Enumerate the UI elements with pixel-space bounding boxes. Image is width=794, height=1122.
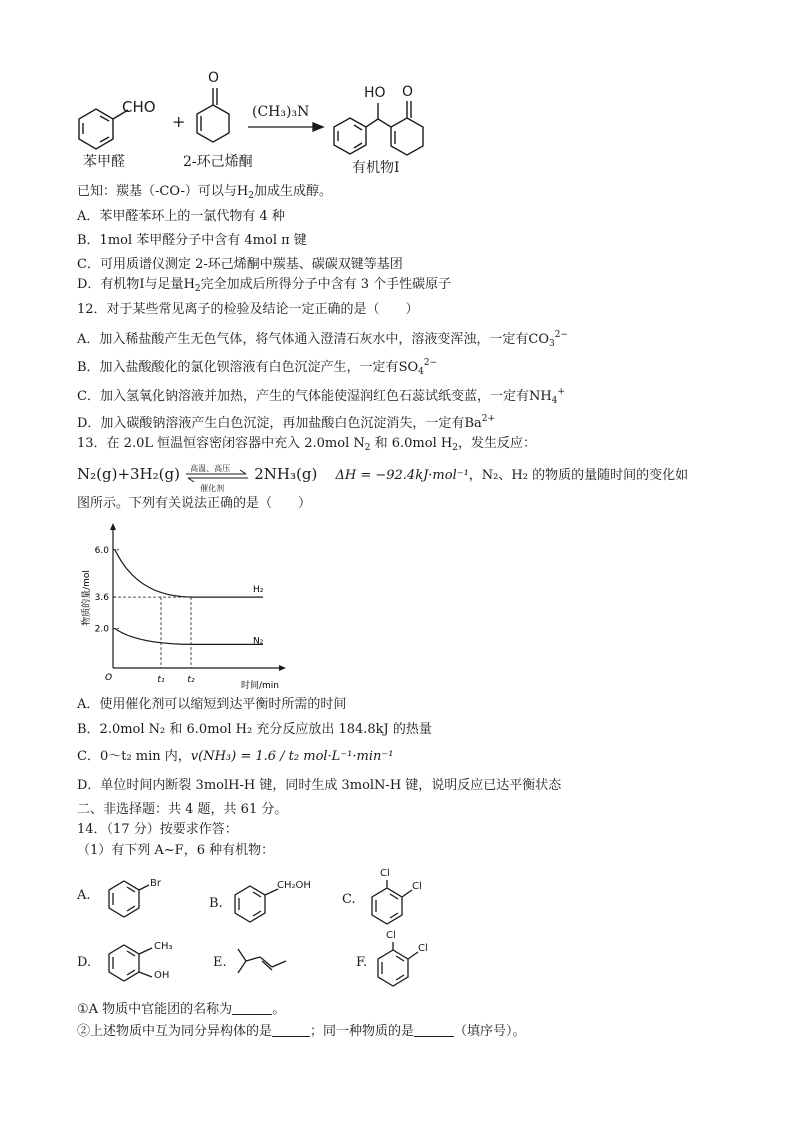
compound-f-structure bbox=[368, 932, 448, 1002]
compound-d-oh: OH bbox=[154, 970, 170, 981]
reactant2-o-label: O bbox=[208, 70, 220, 86]
q13-option-c: C．0～t₂ min 内，v(NH₃) = 1.6 / t₂ mol·L⁻¹·min⁻¹ bbox=[77, 749, 394, 764]
q13-option-a: A．使用催化剂可以缩短到达平衡时所需的时间 bbox=[77, 697, 347, 712]
q12-option-b: B．加入盐酸酸化的氯化钡溶液有白色沉淀产生，一定有$SO_4^{2-}$ bbox=[77, 358, 438, 377]
y-tick-label: 2.0 bbox=[94, 624, 109, 635]
q14-stem: 14．（17 分）按要求作答： bbox=[77, 822, 238, 837]
cyclohexenone-structure bbox=[197, 88, 229, 142]
origin-label: O bbox=[105, 673, 113, 683]
q13-stem: 13．在 2.0L 恒温恒容密闭容器中充入 2.0mol $N_2$ 和 6.0mol $H_2$，发生反应： bbox=[77, 436, 536, 453]
q11-option-d: D．有机物Ⅰ与足量$H_2$完全加成后所得分子中含有 3 个手性碳原子 bbox=[77, 277, 452, 294]
answer-blank-3[interactable] bbox=[414, 1024, 454, 1037]
known-statement: 已知：羰基（-CO-）可以与$H_2$加成生成醇。 bbox=[77, 184, 332, 201]
compound-f-cl1: Cl bbox=[386, 930, 396, 941]
q12-option-c: C．加入氢氧化钠溶液并加热，产生的气体能使湿润红色石蕊试纸变蓝，一定有$NH_4^+$ bbox=[77, 387, 565, 406]
compound-b-label: B. bbox=[209, 896, 223, 911]
y-axis-arrow bbox=[110, 523, 116, 530]
product-structure bbox=[334, 101, 423, 155]
section-2-heading: 二、非选择题：共 4 题，共 61 分。 bbox=[77, 802, 288, 817]
product-ho-label: HO bbox=[364, 85, 386, 101]
product-name: 有机物Ⅰ bbox=[352, 160, 400, 176]
plus-sign: + bbox=[172, 112, 186, 131]
q13-equation: N₂(g)+3H₂(g) 高温、高压 催化剂 2NH₃(g) ΔH = −92.4kJ·mol⁻¹，N₂、H₂ 的物质的量随时间的变化如 bbox=[77, 463, 689, 493]
compound-f-label: F. bbox=[356, 955, 368, 970]
compound-a-br: Br bbox=[150, 878, 161, 889]
compound-c-label: C. bbox=[342, 892, 356, 907]
q13-option-b: B．2.0mol N₂ 和 6.0mol H₂ 充分反应放出 184.8kJ 的热量 bbox=[77, 722, 432, 737]
answer-blank-1[interactable] bbox=[232, 1002, 272, 1015]
compound-f-cl2: Cl bbox=[418, 943, 428, 954]
benzaldehyde-structure bbox=[79, 109, 128, 149]
series-line-n2 bbox=[115, 629, 263, 645]
q14-question-a: ①A 物质中官能团的名称为 。 bbox=[77, 1002, 286, 1017]
compound-b-ch2oh: CH₂OH bbox=[277, 880, 311, 891]
q14-sub1: （1）有下列 A~F，6 种有机物： bbox=[77, 843, 275, 858]
compound-d-label: D. bbox=[77, 955, 92, 970]
q11-option-b: B．1mol 苯甲醛分子中含有 4mol π 键 bbox=[77, 233, 307, 248]
y-tick-label: 3.6 bbox=[94, 593, 109, 604]
series-line-h2 bbox=[115, 550, 263, 597]
q12-option-d: D．加入碳酸钠溶液产生白色沉淀，再加盐酸白色沉淀消失，一定有$Ba^{2+}$ bbox=[77, 414, 496, 431]
q11-option-a: A．苯甲醛苯环上的一氯代物有 4 种 bbox=[77, 209, 285, 224]
compound-c-cl2: Cl bbox=[412, 881, 422, 892]
q13-option-d: D．单位时间内断裂 3molH-H 键，同时生成 3molN-H 键，说明反应已达平衡状态 bbox=[77, 778, 562, 793]
compound-d-ch3: CH₃ bbox=[154, 941, 173, 952]
q11-option-c: C．可用质谱仪测定 2-环己烯酮中羰基、碳碳双键等基团 bbox=[77, 257, 403, 272]
y-tick-label: 6.0 bbox=[94, 545, 109, 556]
reactant2-name: 2-环己烯酮 bbox=[183, 154, 253, 170]
compound-e-structure bbox=[234, 945, 294, 985]
reagent-label: (CH₃)₃N bbox=[252, 104, 310, 120]
q12-stem: 12．对于某些常见离子的检验及结论一定正确的是（ ） bbox=[77, 302, 419, 317]
q13-stem-2: 图所示。下列有关说法正确的是（ ） bbox=[77, 496, 312, 511]
compound-a-structure bbox=[104, 877, 174, 927]
reactant1-name: 苯甲醛 bbox=[83, 154, 125, 170]
x-tick-label: t₁ bbox=[157, 675, 165, 685]
reaction-arrow bbox=[248, 123, 323, 131]
x-axis-arrow bbox=[279, 665, 286, 671]
y-axis-label: 物质的量/mol bbox=[82, 570, 92, 626]
compound-a-label: A. bbox=[77, 888, 91, 903]
compound-c-cl1: Cl bbox=[380, 868, 390, 879]
compound-c-structure bbox=[362, 870, 442, 940]
amount-time-chart bbox=[77, 518, 297, 693]
series-label-n2: N₂ bbox=[253, 636, 264, 647]
answer-blank-2[interactable] bbox=[272, 1024, 310, 1037]
q12-option-a: A．加入稀盐酸产生无色气体，将气体通入澄清石灰水中，溶液变浑浊，一定有$CO_3^{2-}$ bbox=[77, 330, 569, 349]
reactant1-group-label: CHO bbox=[122, 98, 156, 116]
x-axis-label: 时间/min bbox=[240, 681, 279, 691]
compound-e-label: E. bbox=[213, 955, 227, 970]
series-label-h2: H₂ bbox=[253, 585, 264, 596]
product-o-label: O bbox=[402, 84, 414, 100]
x-tick-label: t₂ bbox=[187, 675, 195, 685]
q14-question-b: ②上述物质中互为同分异构体的是 ；同一种物质的是 （填序号）。 bbox=[77, 1024, 526, 1039]
